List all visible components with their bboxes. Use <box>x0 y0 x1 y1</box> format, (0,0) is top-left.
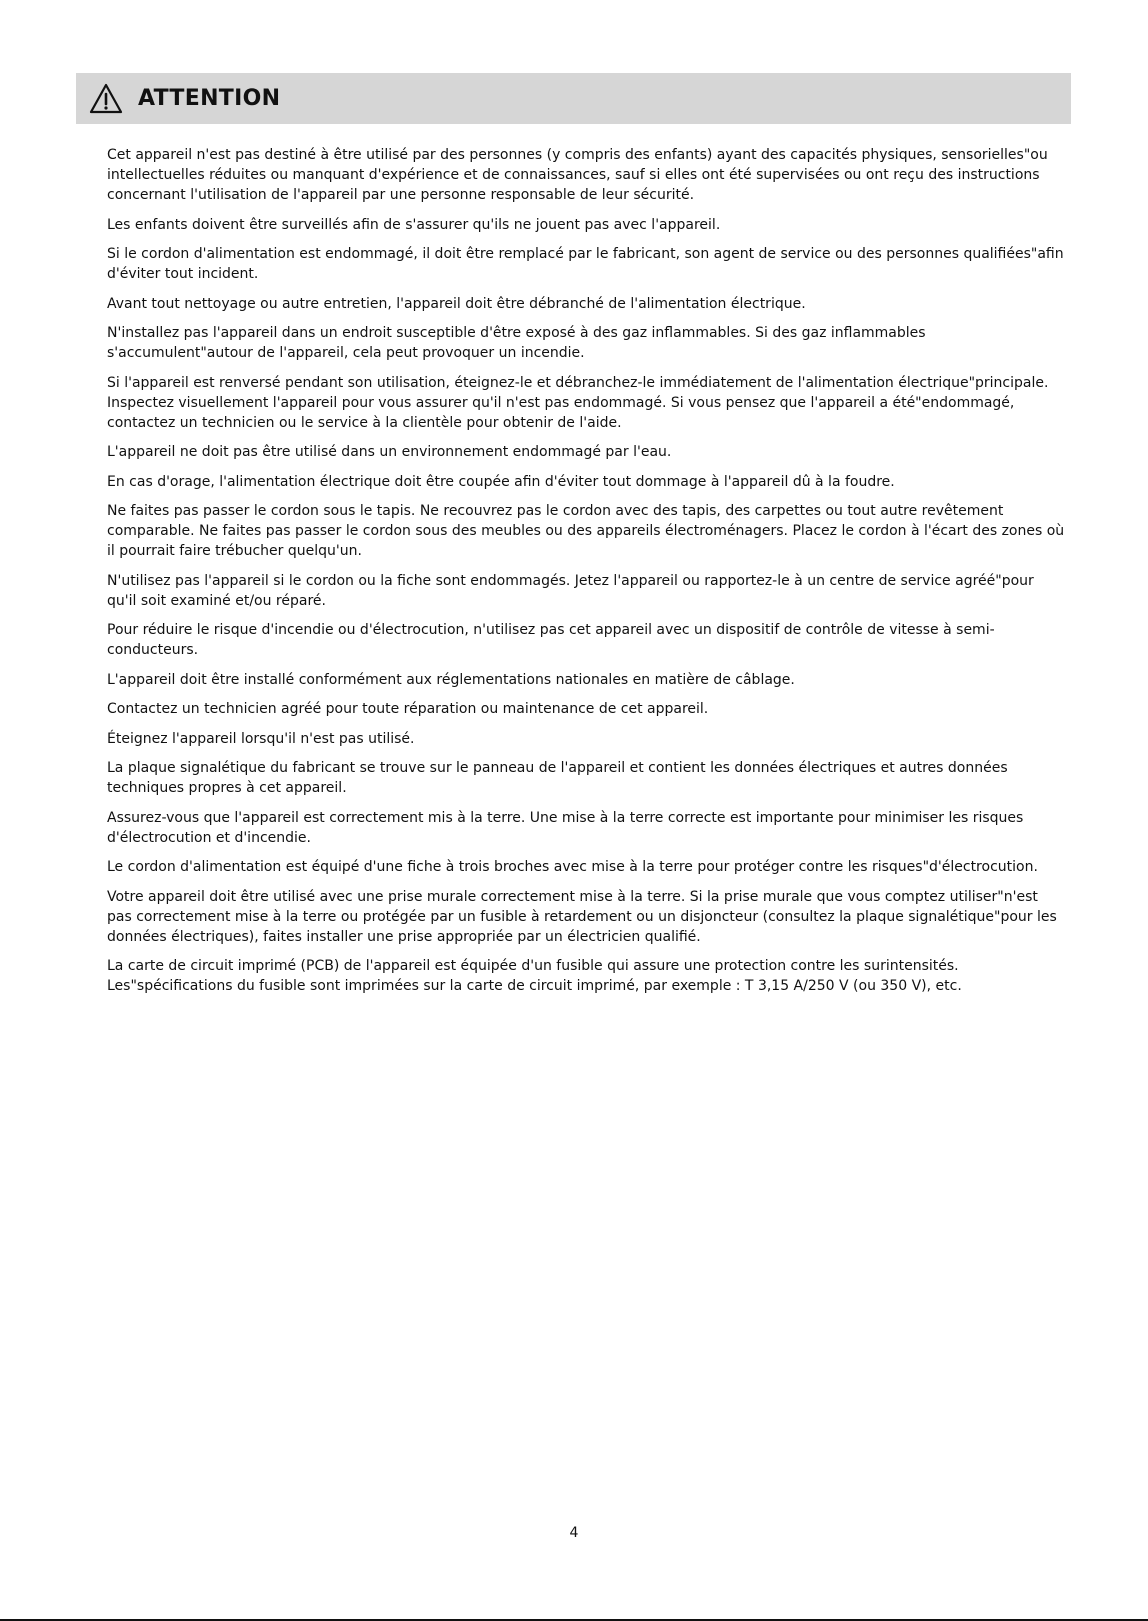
paragraph: En cas d'orage, l'alimentation électrique doit être coupée afin d'éviter tout dommage à l'appareil dû à la foudre. <box>107 473 895 490</box>
paragraph: Cet appareil n'est pas destiné à être utilisé par des personnes (y compris des enfants) ayant des capacités physiques, sensorielles"ou intellectuelles réduites ou manquant d'expérience et de connaissances, sauf si elles ont été supervisées ou ont reçu des instructions concernant l'utilisation de l'appareil par une personne responsable de leur sécurité. <box>107 147 1048 203</box>
paragraph: Ne faites pas passer le cordon sous le tapis. Ne recouvrez pas le cordon avec des tapis, des carpettes ou tout autre revêtement comparable. Ne faites pas passer le cordon sous des meubles ou des appareils électroménagers. Placez le cordon à l'écart des zones où il pourrait faire trébucher quelqu'un. <box>107 503 1065 559</box>
paragraph: L'appareil ne doit pas être utilisé dans un environnement endommagé par l'eau. <box>107 444 672 460</box>
paragraph: La carte de circuit imprimé (PCB) de l'appareil est équipée d'un fusible qui assure une protection contre les surintensités. Les"spécifications du fusible sont imprimées sur la carte de circuit imprimé, par exemple : T 3,15 A/250 V (ou 350 V), etc. <box>107 958 962 994</box>
paragraph: Éteignez l'appareil lorsqu'il n'est pas utilisé. <box>107 730 415 747</box>
paragraph: Les enfants doivent être surveillés afin de s'assurer qu'ils ne jouent pas avec l'appareil. <box>107 216 721 233</box>
warning-triangle-icon <box>88 81 124 117</box>
paragraph: Si le cordon d'alimentation est endommagé, il doit être remplacé par le fabricant, son agent de service ou des personnes qualifiées"afin d'éviter tout incident. <box>107 246 1064 282</box>
paragraph: Pour réduire le risque d'incendie ou d'électrocution, n'utilisez pas cet appareil avec un dispositif de contrôle de vitesse à semi-conducteurs. <box>107 622 995 658</box>
paragraph: Avant tout nettoyage ou autre entretien, l'appareil doit être débranché de l'alimentation électrique. <box>107 295 806 312</box>
paragraph: N'installez pas l'appareil dans un endroit susceptible d'être exposé à des gaz inflammables. Si des gaz inflammables s'accumulent"autour de l'appareil, cela peut provoquer un incendie. <box>107 325 926 361</box>
paragraph: L'appareil doit être installé conformément aux réglementations nationales en matière de câblage. <box>107 671 795 688</box>
paragraph: Votre appareil doit être utilisé avec une prise murale correctement mise à la terre. Si la prise murale que vous comptez utiliser"n'est pas correctement mise à la terre ou protégée par un fusible à retardement ou un disjoncteur (consultez la plaque signalétique"pour les données électriques), faites installer une prise appropriée par un électricien qualifié. <box>107 888 1057 945</box>
paragraph: Assurez-vous que l'appareil est correctement mis à la terre. Une mise à la terre correcte est importante pour minimiser les risques d'électrocution et d'incendie. <box>107 809 1024 846</box>
page-title: ATTENTION <box>138 86 281 111</box>
paragraph: Si l'appareil est renversé pendant son utilisation, éteignez-le et débranchez-le immédiatement de l'alimentation électrique"principale. Inspectez visuellement l'appareil pour vous assurer qu'il n'est pas endommagé. Si vous pensez que l'appareil a été"endommagé, contactez un technicien ou le service à la clientèle pour obtenir de l'aide. <box>107 374 1049 431</box>
page-number: 4 <box>569 1525 579 1541</box>
paragraph: N'utilisez pas l'appareil si le cordon ou la fiche sont endommagés. Jetez l'appareil ou rapportez-le à un centre de service agréé"pour qu'il soit examiné et/ou réparé. <box>107 572 1034 609</box>
safety-instructions <box>107 145 1067 1006</box>
attention-banner <box>76 73 1071 124</box>
paragraph: Le cordon d'alimentation est équipé d'une fiche à trois broches avec mise à la terre pour protéger contre les risques"d'électrocution. <box>107 859 1038 875</box>
paragraph: La plaque signalétique du fabricant se trouve sur le panneau de l'appareil et contient les données électriques et autres données techniques propres à cet appareil. <box>107 760 1008 796</box>
paragraph: Contactez un technicien agréé pour toute réparation ou maintenance de cet appareil. <box>107 701 709 717</box>
